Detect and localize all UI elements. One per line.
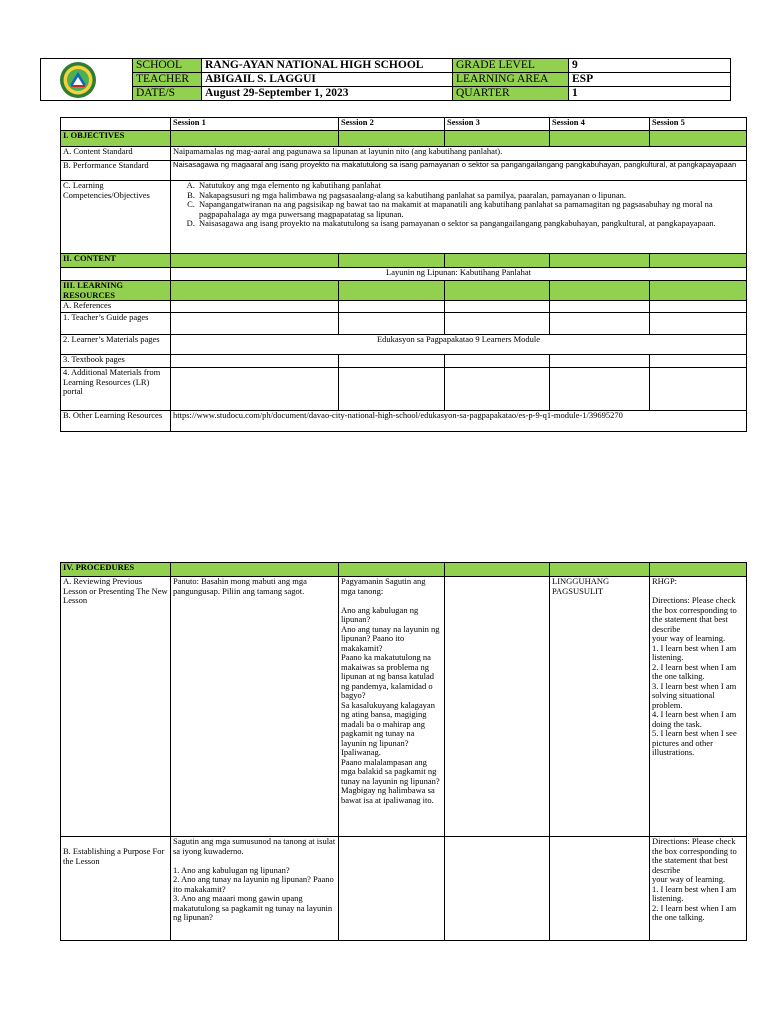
resource-cell — [650, 301, 747, 313]
resource-cell — [550, 301, 650, 313]
learning-area-value: ESP — [569, 73, 731, 87]
resource-cell — [339, 355, 445, 368]
session-3-header: Session 3 — [445, 118, 550, 131]
teachers-guide-label: 1. Teacher’s Guide pages — [61, 313, 171, 335]
objectives-cell — [650, 131, 747, 147]
procedure-a-session-2: Pagyamanin Sagutin ang mga tanong: Ano ang kabulugan ng lipunan? Ano ang tunay na layunin ng lipunan? Paano ito makakamit? Paano ka makatutulong na makaiwas sa problema ng lipunan at ng bansa katulad ng pandemya, kalamidad o bagyo? Sa kasalukuyang kalagayan ng ating bansa, magiging madali ba o mahirap ang pagkamit ng tunay na layunin ng lipunan? Ipaliwanag. Paano malalampasan ang mga balakid sa pagkamit ng tunay na layunin ng lipunan? Magbigay ng halimbawa sa bawat isa at ipaliwanag ito. — [339, 577, 445, 837]
corner-cell — [61, 118, 171, 131]
resource-cell — [550, 368, 650, 411]
procedure-b-session-5: Directions: Please check the box corresponding to the statement that best describe your way of learning. 1. I learn best when I am listening. 2. I learn best when I am the one talking. — [650, 837, 747, 941]
resource-cell — [445, 355, 550, 368]
resource-cell — [445, 301, 550, 313]
textbook-label: 3. Textbook pages — [61, 355, 171, 368]
procedure-a-label: A. Reviewing Previous Lesson or Presenting The New Lesson — [61, 577, 171, 837]
resource-cell — [650, 368, 747, 411]
teacher-label: TEACHER — [133, 73, 202, 87]
resources-cell — [445, 281, 550, 301]
learners-materials-value: Edukasyon sa Pagpapakatao 9 Learners Module — [171, 335, 747, 355]
resource-cell — [339, 368, 445, 411]
procedure-a-session-1: Panuto: Basahin mong mabuti ang mga pangungusap. Piliin ang tamang sagot. — [171, 577, 339, 837]
lesson-plan-table — [60, 117, 747, 432]
school-seal-logo — [58, 61, 98, 99]
content-cell — [550, 254, 650, 268]
resource-cell — [650, 355, 747, 368]
learners-materials-label: 2. Learner’s Materials pages — [61, 335, 171, 355]
procedure-b-session-1: Sagutin ang mga sumusunod na tanong at isulat sa iyong kuwaderno. 1. Ano ang kabulugan ng lipunan? 2. Ano ang tunay na layunin ng lipunan? Paano ito makakamit? 3. Ano ang maaari mong gawin upang makatutulong sa pagkamit ng tunay na layunin ng lipunan? — [171, 837, 339, 941]
school-value: RANG-AYAN NATIONAL HIGH SCHOOL — [202, 59, 453, 73]
objectives-cell — [171, 131, 339, 147]
resource-cell — [550, 313, 650, 335]
procedure-a-session-4: LINGGUHANG PAGSUSULIT — [550, 577, 650, 837]
learning-resources-heading: III. LEARNING RESOURCES — [61, 281, 171, 301]
content-standard-label: A. Content Standard — [61, 147, 171, 161]
content-cell — [650, 254, 747, 268]
date-value: August 29-September 1, 2023 — [202, 87, 453, 101]
procedures-heading: IV. PROCEDURES — [61, 563, 171, 577]
school-logo-cell — [41, 59, 133, 101]
quarter-value: 1 — [569, 87, 731, 101]
content-cell — [171, 254, 339, 268]
competency-item: A. Natutukoy ang mga elemento ng kabutihang panlahat — [197, 181, 744, 191]
resource-cell — [339, 313, 445, 335]
procedures-cell — [171, 563, 339, 577]
resource-cell — [171, 368, 339, 411]
objectives-cell — [445, 131, 550, 147]
session-1-header: Session 1 — [171, 118, 339, 131]
resource-cell — [171, 313, 339, 335]
content-topic: Layunin ng Lipunan: Kabutihang Panlahat — [171, 268, 747, 281]
references-label: A. References — [61, 301, 171, 313]
procedures-cell — [550, 563, 650, 577]
procedures-table — [60, 562, 747, 941]
objectives-heading: I. OBJECTIVES — [61, 131, 171, 147]
header-table — [40, 58, 731, 101]
procedure-a-session-3 — [445, 577, 550, 837]
grade-level-value: 9 — [569, 59, 731, 73]
other-resources-label: B. Other Learning Resources — [61, 411, 171, 432]
resource-cell — [171, 301, 339, 313]
teacher-value: ABIGAIL S. LAGGUI — [202, 73, 453, 87]
procedure-b-session-2 — [339, 837, 445, 941]
content-standard-value: Naipamamalas ng mag-aaral ang pagunawa sa lipunan at layunin nito (ang kabutihang panlahat). — [171, 147, 747, 161]
session-5-header: Session 5 — [650, 118, 747, 131]
quarter-label: QUARTER — [453, 87, 569, 101]
resources-cell — [339, 281, 445, 301]
learning-area-label: LEARNING AREA — [453, 73, 569, 87]
performance-standard-label: B. Performance Standard — [61, 161, 171, 181]
session-2-header: Session 2 — [339, 118, 445, 131]
content-cell — [339, 254, 445, 268]
procedures-cell — [650, 563, 747, 577]
topic-label-cell — [61, 268, 171, 281]
school-label: SCHOOL — [133, 59, 202, 73]
additional-materials-label: 4. Additional Materials from Learning Resources (LR) portal — [61, 368, 171, 411]
resource-cell — [339, 301, 445, 313]
procedures-cell — [339, 563, 445, 577]
procedure-b-session-4 — [550, 837, 650, 941]
resources-cell — [171, 281, 339, 301]
procedure-b-label: B. Establishing a Purpose For the Lesson — [61, 837, 171, 941]
session-4-header: Session 4 — [550, 118, 650, 131]
resource-cell — [650, 313, 747, 335]
performance-standard-value: Naisasagawa ng magaaral ang isang proyekto na makatutulong sa isang pamayanan o sektor sa pangangailangang pangkabuhayan, pangkultural, at pangkapayapaan — [171, 161, 747, 181]
objectives-cell — [550, 131, 650, 147]
competencies-list-cell — [171, 181, 747, 254]
resource-cell — [550, 355, 650, 368]
content-heading: II. CONTENT — [61, 254, 171, 268]
competency-item: D. Naisasagawa ang isang proyekto na makatutulong sa isang pamayanan o sektor sa pangangailangang pangkabuhayan, pangkultural, at pangkapayapaan. — [197, 219, 744, 229]
resources-cell — [650, 281, 747, 301]
procedures-cell — [445, 563, 550, 577]
competency-item: C. Napangangatwiranan na ang pagsisikap ng bawat tao na makamit at mapanatili ang kabutihang panlahat sa pamamagitan ng pagsasabuhay ng moral na pagpapahalaga ay mga puwersang magpapatatag sa lipunan. — [197, 200, 744, 219]
resource-cell — [445, 368, 550, 411]
content-cell — [445, 254, 550, 268]
resources-cell — [550, 281, 650, 301]
other-resources-link[interactable]: https://www.studocu.com/ph/document/davao-city-national-high-school/edukasyon-sa-pagpapakatao/es-p-9-q1-module-1/39695270 — [171, 411, 747, 432]
procedure-a-session-5: RHGP: Directions: Please check the box corresponding to the statement that best describe your way of learning. 1. I learn best when I am listening. 2. I learn best when I am the one talking. 3. I learn best when I am solving situational problem. 4. I learn best when I am doing the task. 5. I learn best when I see pictures and other illustrations. — [650, 577, 747, 837]
objectives-cell — [339, 131, 445, 147]
procedure-b-session-3 — [445, 837, 550, 941]
competencies-label: C. Learning Competencies/Objectives — [61, 181, 171, 254]
resource-cell — [171, 355, 339, 368]
competencies-list — [173, 181, 744, 229]
date-label: DATE/S — [133, 87, 202, 101]
resource-cell — [445, 313, 550, 335]
competency-item: B. Nakapagsusuri ng mga halimbawa ng pagsasaalang-alang sa kabutihang panlahat sa pamilya, paaralan, pamayanan o lipunan. — [197, 191, 744, 201]
grade-level-label: GRADE LEVEL — [453, 59, 569, 73]
